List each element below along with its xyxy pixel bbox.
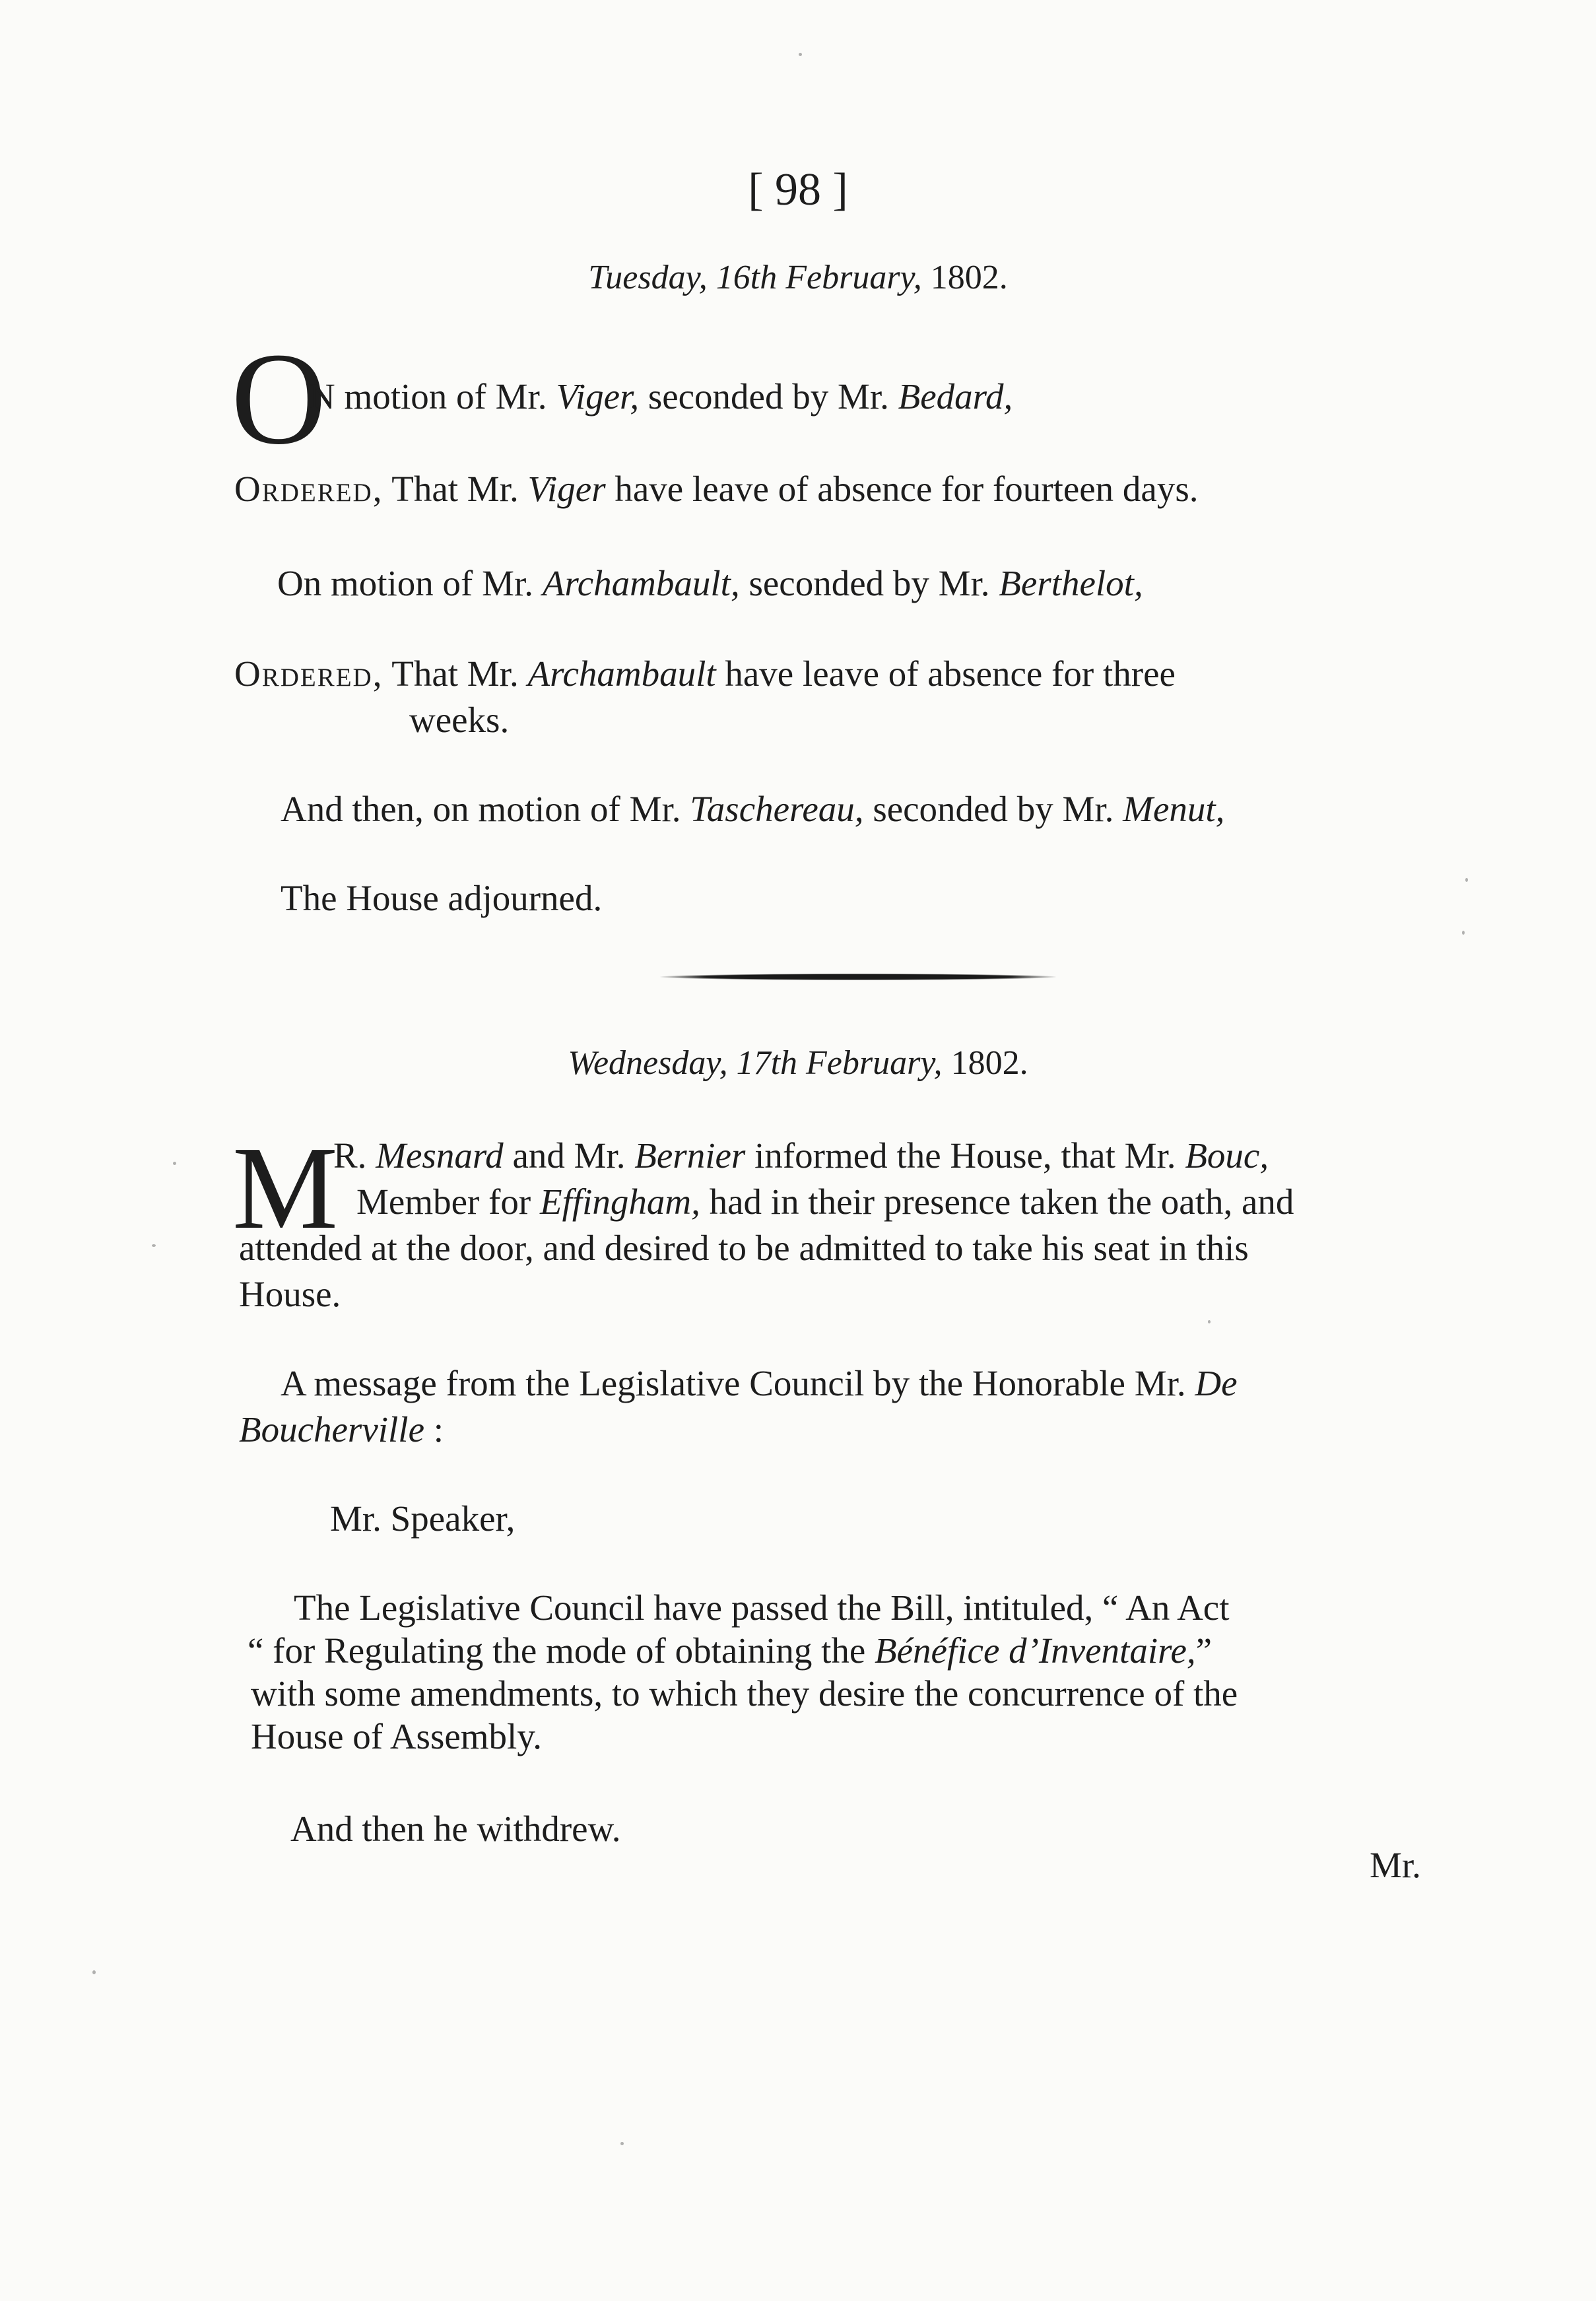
oath-text: and Mr. [512, 1135, 626, 1176]
scan-speck [620, 2142, 624, 2145]
heading-year: 1802. [950, 1044, 1028, 1082]
house-adjourned: The House adjourned. [281, 878, 603, 918]
motion-text: seconded by Mr. [873, 789, 1114, 829]
message-text: : [433, 1409, 444, 1450]
mover-name: Viger, [556, 376, 640, 417]
seconder-name: Berthelot, [999, 563, 1143, 603]
catchword: Mr. [1370, 1845, 1421, 1885]
messenger-name: Boucherville [239, 1409, 424, 1450]
message-line-1 [281, 1360, 1238, 1407]
member-name: Archambault [527, 653, 716, 694]
motion-text: And then, on motion of Mr. [281, 789, 681, 829]
member-name: Bernier [634, 1135, 746, 1176]
heading-date: 17th February, [736, 1044, 943, 1082]
heading-year: 1802. [930, 259, 1008, 296]
order-text: have leave of absence for fourteen days. [615, 469, 1199, 509]
message-text: A message from the Legislative Council by the Honorable Mr. [281, 1363, 1186, 1403]
oath-text: R. [333, 1135, 367, 1176]
scan-speck [1462, 931, 1465, 935]
oath-text: had in their presence taken the oath, and [709, 1182, 1294, 1222]
motion-text: seconded by Mr. [648, 376, 889, 417]
oath-line-2 [356, 1178, 1294, 1226]
order-text: That Mr. [391, 653, 519, 694]
speaker-salutation: Mr. Speaker, [330, 1498, 515, 1539]
adjournment-motion [281, 785, 1224, 833]
bill-text: “ for Regulating the mode of obtaining the [248, 1630, 866, 1671]
scan-speck [92, 1970, 96, 1974]
bill-line-1: The Legislative Council have passed the Bill, intituled, “ An Act [294, 1587, 1230, 1628]
date-heading-tuesday [0, 254, 1596, 302]
messenger-withdrew: And then he withdrew. [290, 1809, 621, 1849]
oath-line-3: attended at the door, and desired to be admitted to take his seat in this [239, 1228, 1249, 1268]
bill-line-4: House of Assembly. [251, 1716, 542, 1756]
motion-text: On motion of Mr. [277, 563, 534, 603]
ordered-label: Ordered, [234, 653, 383, 694]
drop-cap-o: O [231, 326, 327, 472]
order-archambault-continuation: weeks. [409, 700, 510, 740]
member-name: Mesnard [376, 1135, 504, 1176]
scan-speck [1208, 1320, 1211, 1323]
drop-cap-m: M [232, 1122, 339, 1253]
motion-text: N motion of Mr. [309, 376, 547, 417]
scan-speck [173, 1162, 176, 1165]
motion-archambault [277, 560, 1143, 607]
order-text: That Mr. [391, 469, 519, 509]
mover-name: Taschereau, [690, 789, 864, 829]
seconder-name: Menut, [1123, 789, 1225, 829]
motion-text: seconded by Mr. [748, 563, 990, 603]
messenger-name: De [1195, 1363, 1238, 1403]
bill-text: ” [1195, 1630, 1213, 1671]
ordered-label: Ordered, [234, 469, 383, 509]
member-name: Viger [527, 469, 606, 509]
seconder-name: Bedard, [898, 376, 1013, 417]
heading-date: 16th February, [715, 259, 922, 296]
order-text: have leave of absence for three [725, 653, 1176, 694]
page-number: [ 98 ] [748, 164, 848, 215]
heading-weekday: Tuesday, [588, 259, 708, 296]
order-viger-leave [234, 465, 1199, 513]
oath-text: Member for [356, 1182, 531, 1222]
motion-viger [309, 373, 1013, 420]
oath-line-1 [333, 1132, 1269, 1180]
bill-line-2 [248, 1627, 1212, 1675]
heading-weekday: Wednesday, [568, 1044, 728, 1082]
order-archambault-leave [234, 650, 1176, 698]
message-line-2 [239, 1406, 444, 1453]
mover-name: Archambault, [542, 563, 740, 603]
bill-title: Bénéfice d’Inventaire, [875, 1630, 1196, 1671]
date-heading-wednesday [0, 1040, 1596, 1087]
oath-line-4: House. [239, 1274, 341, 1314]
constituency-name: Effingham, [539, 1182, 700, 1222]
scan-speck [1465, 878, 1468, 882]
scan-speck [152, 1244, 156, 1247]
oath-text: informed the House, that Mr. [754, 1135, 1176, 1176]
section-divider [660, 974, 1056, 980]
bill-line-3: with some amendments, to which they desire the concurrence of the [251, 1673, 1238, 1714]
scan-speck [799, 53, 802, 56]
member-name: Bouc, [1185, 1135, 1269, 1176]
